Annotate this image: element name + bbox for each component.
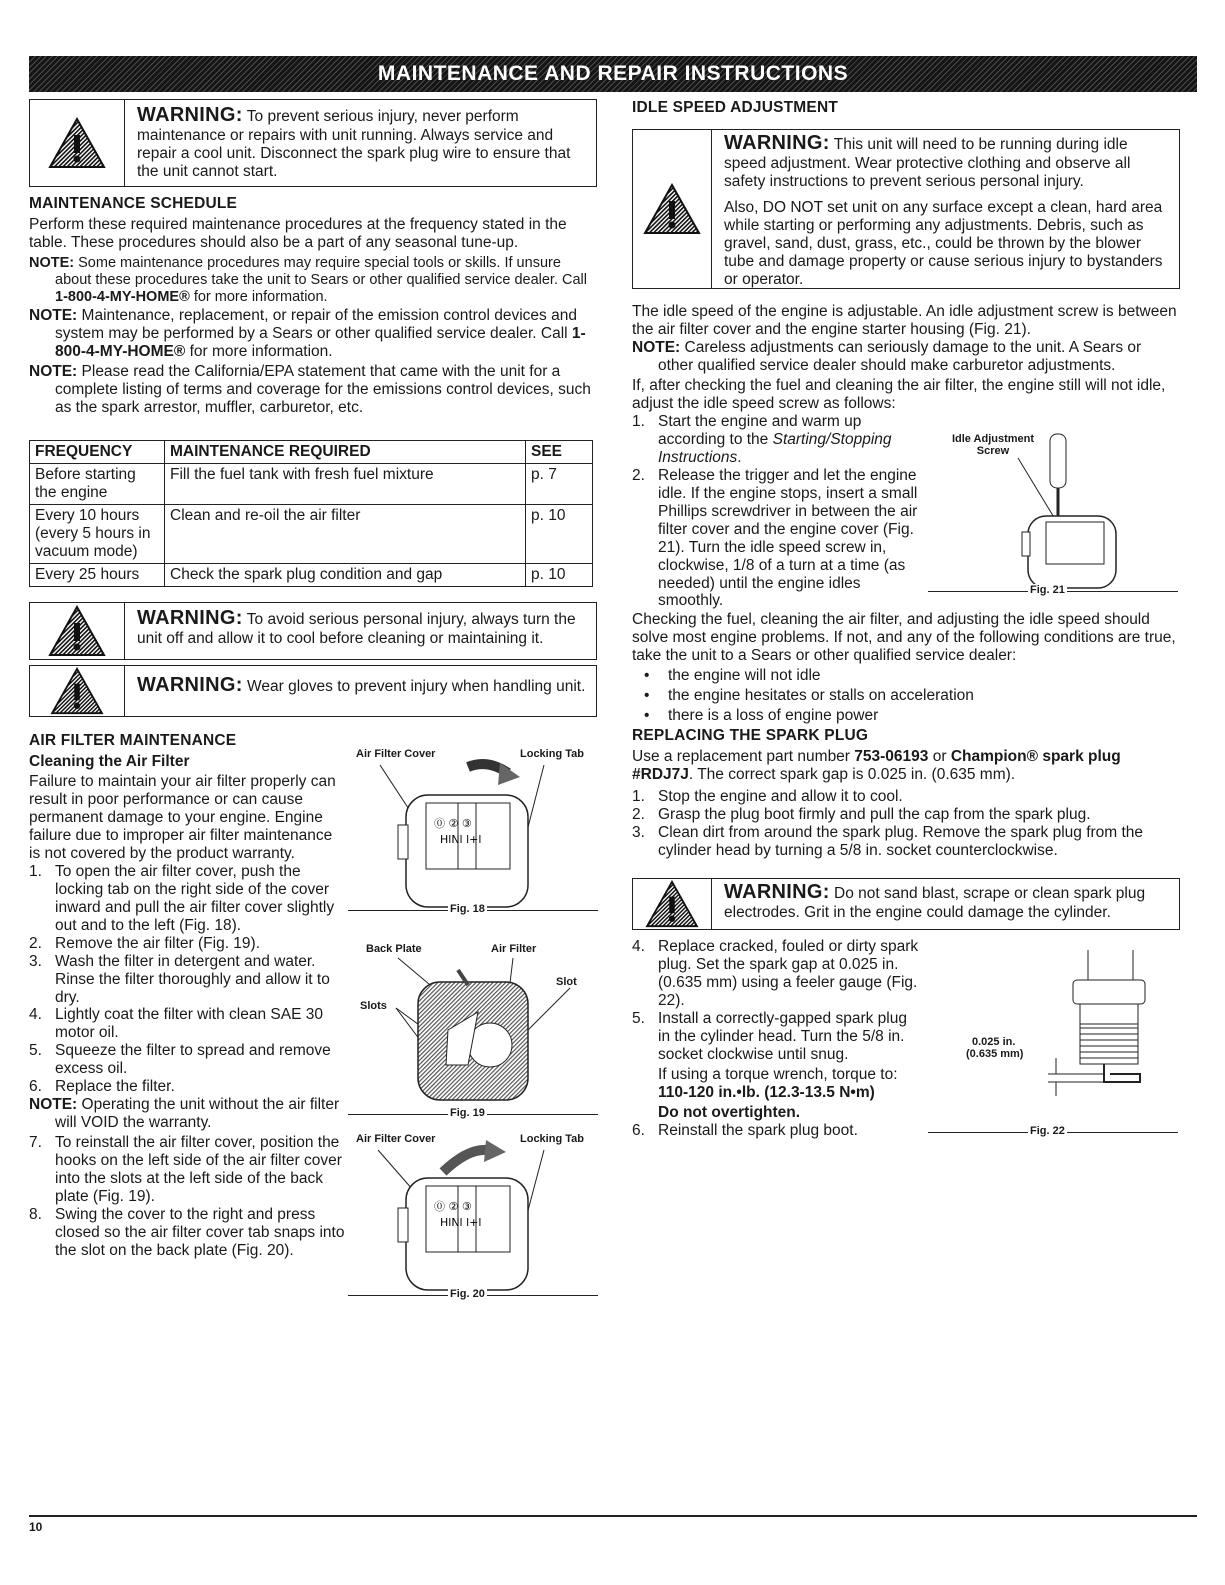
list-item: • the engine hesitates or stalls on acceleration [632,687,1180,705]
warning-label: WARNING: [724,881,830,904]
warning-label: WARNING: [724,131,830,154]
list-item: 3. Wash the filter in detergent and water. Rinse the filter thoroughly and allow it to dry. [29,952,330,1006]
warning-label: WARNING: [137,606,243,629]
list-item: • the engine will not idle [632,667,1180,685]
svg-text:⓪ ② ③: ⓪ ② ③ [434,1200,472,1213]
warning-text: This unit will need to be running during idle speed adjustment. Wear protective clothing and observe all safety instructions to prevent serious personal injury. [724,135,1131,191]
warning-label: WARNING: [137,104,243,126]
warning-text-debris: Also, DO NOT set unit on any surface except a clean, hard area while starting or performing any adjustments. Debris, such as gravel, sand, dust, grass, etc., could be thrown by the blower tube and damage property or cause serious injury to bystanders or operator. [724,199,1163,288]
footer-rule [29,1515,1197,1517]
figure-caption: Fig. 20 [450,1288,485,1300]
air-filter-cover-closing-illustration [348,1130,598,1305]
figure-21: Idle Adjustment Screw Fig. 21 [928,428,1178,598]
note-special-tools: NOTE: Some maintenance procedures may require special tools or skills. If unsure about these procedures take the unit to Sears or other qualified service dealer. Call 1-800-4-MY-HOME® for more information. [29,254,587,305]
warning-box-gloves [29,665,597,717]
list-item: 2. Grasp the plug boot firmly and pull the cap from the spark plug. [632,806,1091,824]
svg-text:HlNl l+l: HlNl l+l [440,1216,482,1229]
page-number: 10 [29,1520,43,1534]
schedule-intro: Perform these required maintenance procedures at the frequency stated in the table. These procedures should also be a part of any seasonal tune-up. [29,215,567,251]
warning-triangle-icon [633,130,712,288]
warning-label: WARNING: [137,673,243,696]
figure-20: Air Filter Cover Locking Tab ⓪ ② ③ HlNl l+l Fig. 20 [348,1130,598,1305]
warning-text: Do not sand blast, scrape or clean spark plug electrodes. Grit in the engine could damage the cylinder. [724,885,1146,922]
spark-steps [632,788,1180,860]
spark-plug-heading: REPLACING THE SPARK PLUG [632,727,869,745]
figure-caption: Fig. 18 [450,903,485,915]
figure-caption: Fig. 19 [450,1107,485,1119]
warning-triangle-icon [30,603,125,659]
figure-19: Back Plate Air Filter Slot Slots Fig. 19 [348,940,598,1130]
idle-speed-heading: IDLE SPEED ADJUSTMENT [632,99,839,116]
warning-box-cool [29,602,597,660]
list-item: 5. Squeeze the filter to spread and remove excess oil. [29,1042,331,1078]
torque-block: If using a torque wrench, torque to: 110-120 in.•lb. (12.3-13.5 N•m) Do not overtighten. [632,1066,928,1122]
list-item: 6. Replace the filter. [29,1078,175,1096]
spark-plug-illustration [928,950,1178,1140]
figure-22: 0.025 in. (0.635 mm) Fig. 22 [928,950,1178,1140]
list-item: 4. Lightly coat the filter with clean SAE 30 motor oil. [29,1006,323,1042]
table-row: Every 25 hours Check the spark plug condition and gap p. 10 [30,563,593,586]
warning-text: To avoid serious personal injury, always turn the unit off and allow it to cool before cleaning or maintaining it. [137,610,576,648]
idle-steps [632,413,928,611]
list-item: 2. Release the trigger and let the engine idle. If the engine stops, insert a small Phillips screwdriver in between the air filter cover and the engine cover (Fig. 21). Turn the idle speed screw in, clockwise, 1/8 of a turn at a time (as needed) until the engine idles smoothly. [632,466,918,610]
list-item: 2. Remove the air filter (Fig. 19). [29,934,261,952]
warning-box-sandblast [632,878,1180,930]
torque-value: 110-120 in.•lb. (12.3-13.5 N•m) [658,1083,875,1101]
idle-screw-illustration [928,428,1178,598]
maintenance-schedule-heading: MAINTENANCE SCHEDULE [29,195,238,212]
air-filter-cover-illustration [348,745,598,920]
air-filter-steps [29,863,347,1097]
conditions-list [632,667,1180,725]
warning-box-service [29,99,597,187]
note-california-epa: NOTE: Please read the California/EPA statement that came with the unit for a complete listing of terms and coverage for the emissions control devices, such as the spark arrestor, muffler, carburetor, etc. [29,363,591,417]
list-item: 1. Start the engine and warm up according to the Starting/Stopping Instructions. [632,412,892,466]
figure-caption: Fig. 22 [1030,1125,1065,1137]
back-plate-illustration [348,940,598,1130]
list-item: 5. Install a correctly-gapped spark plug in the cylinder head. Turn the 5/8 in. socket clockwise until snug. [632,1009,907,1063]
warning-text: Wear gloves to prevent injury when handling unit. [247,677,586,695]
svg-text:⓪ ② ③: ⓪ ② ③ [434,817,472,830]
idle-if-text: If, after checking the fuel and cleaning the air filter, the engine still will not idle, adjust the idle speed screw as follows: [632,376,1166,412]
note-emission: NOTE: Maintenance, replacement, or repair of the emission control devices and system may be performed by a Sears or other qualified service dealer. Call 1-800-4-MY-HOME® for more information. [29,307,586,361]
air-filter-heading: AIR FILTER MAINTENANCE [29,731,237,749]
list-item: 1. Stop the engine and allow it to cool. [632,788,903,806]
list-item: 6. Reinstall the spark plug boot. [632,1121,858,1139]
list-item: 8. Swing the cover to the right and press closed so the air filter cover tab snaps into the slot on the back plate (Fig. 20). [29,1206,345,1260]
table-row: Every 10 hours (every 5 hours in vacuum mode) Clean and re-oil the air filter p. 10 [30,505,593,564]
list-item: 3. Clean dirt from around the spark plug. Remove the spark plug from the cylinder head by turning a 5/8 in. socket counterclockwise. [632,824,1144,860]
warning-box-idle [632,129,1180,289]
list-item: 4. Replace cracked, fouled or dirty spark plug. Set the spark gap at 0.025 in. (0.635 mm) using a feeler gauge (Fig. 22). [632,938,919,1009]
spark-steps-install [632,938,922,1064]
warning-triangle-icon [30,666,125,716]
warning-text: To prevent serious injury, never perform maintenance or repairs with unit running. Always service and repair a cool unit. Disconnect the spark plug wire to ensure that the unit cannot start. [137,108,571,181]
table-row: Before starting the engine Fill the fuel tank with fresh fuel mixture p. 7 [30,464,593,505]
spark-intro: Use a replacement part number 753-06193 or Champion® spark plug #RDJ7J. The correct spark gap is 0.025 in. (0.635 mm). [632,748,1121,784]
figure-18: Air Filter Cover Locking Tab ⓪ ② ③ HlNl l+l Fig. 18 [348,745,598,920]
svg-text:HlNl l+l: HlNl l+l [440,833,482,846]
air-filter-steps-reinstall [29,1134,347,1260]
list-item: 7. To reinstall the air filter cover, position the hooks on the left side of the air filter cover into the slots at the left side of the back plate (Fig. 19). [29,1134,342,1206]
note-careless-adjust: NOTE: Careless adjustments can seriously damage to the unit. A Sears or other qualified service dealer should make carburetor adjustments. [632,338,1142,374]
section-banner: MAINTENANCE AND REPAIR INSTRUCTIONS [29,56,1197,92]
list-item: • there is a loss of engine power [632,707,1180,725]
warning-triangle-icon [30,100,125,186]
idle-intro: The idle speed of the engine is adjustable. An idle adjustment screw is between the air filter cover and the engine starter housing (Fig. 21). [632,302,1177,338]
list-item: 1. To open the air filter cover, push the locking tab on the right side of the cover inward and pull the air filter cover slightly out and to the left (Fig. 18). [29,862,335,934]
maintenance-table [29,440,593,587]
air-filter-text [29,753,347,1260]
air-filter-intro: Failure to maintain your air filter properly can result in poor performance or can cause permanent damage to your engine. Engine failure due to improper air filter maintenance is not covered by the product warranty. [29,772,336,862]
cleaning-air-filter-subheading: Cleaning the Air Filter [29,752,190,770]
no-overtighten: Do not overtighten. [658,1103,801,1121]
table-header-row: FREQUENCY MAINTENANCE REQUIRED SEE [30,441,593,464]
warning-triangle-icon [633,879,712,929]
note-void-warranty: NOTE: Operating the unit without the air filter will VOID the warranty. [29,1096,340,1132]
idle-check-text: Checking the fuel, cleaning the air filter, and adjusting the idle speed should solve most engine problems. If not, and any of the following conditions are true, take the unit to a Sears or other qualified service dealer: [632,611,1176,665]
figure-caption: Fig. 21 [1030,584,1065,596]
